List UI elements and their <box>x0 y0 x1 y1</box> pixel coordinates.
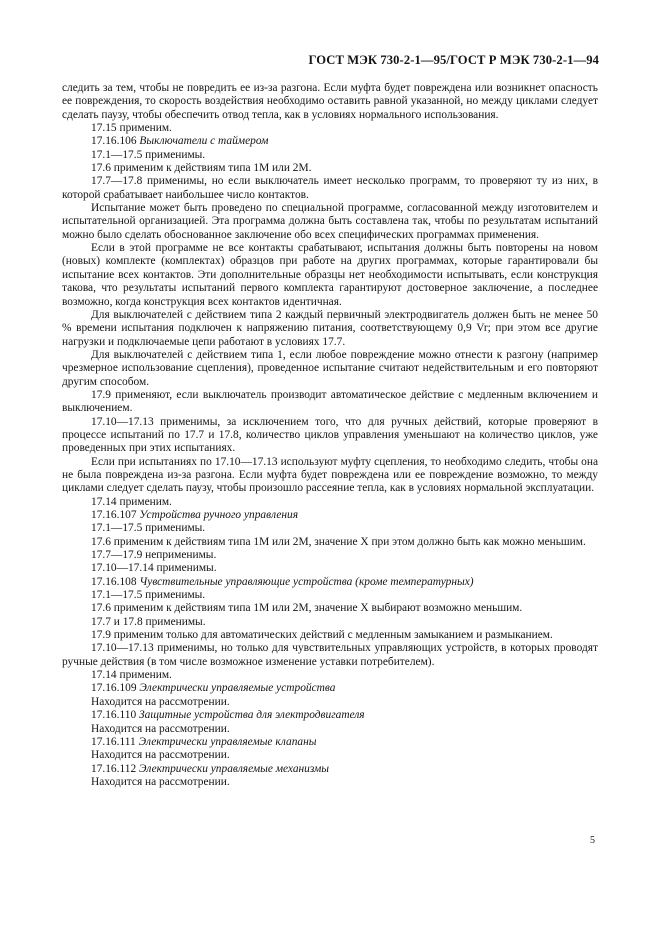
section-number: 17.16.109 <box>91 682 137 695</box>
paragraph: Испытание может быть проведено по специальной программе, согласованной между изготовителем и испытательной организацией. Эта программа должна быть составлена так, чтобы по результатам испытаний можно было сделать обоснованное заключение обо всех специфических программах применения. <box>62 202 598 241</box>
section-number: 17.16.111 <box>91 735 136 748</box>
paragraph: 17.10—17.13 применимы, но только для чувствительных управляющих устройств, в которых проводят ручные действия (в том числе возможное изменение уставки потребителем). <box>62 642 598 668</box>
section-title: Электрически управляемые механизмы <box>139 762 330 775</box>
paragraph: 17.7—17.9 неприменимы. <box>91 549 217 562</box>
section-heading <box>62 682 598 695</box>
section-title: Защитные устройства для электродвигателя <box>139 709 365 722</box>
paragraph: Если при испытаниях по 17.10—17.13 используют муфту сцепления, то необходимо следить, чтобы она не была повреждена из-за разгона. Если муфта будет повреждена или ее повреждение возможно, то между циклами следует сделать паузу, чтобы произошло рассеяние тепла, как в условиях нормальной эксплуатации. <box>62 455 598 495</box>
paragraph: 17.6 применим к действиям типа 1М или 2М, значение X при этом должно быть как можно меньшим. <box>91 535 586 548</box>
paragraph: 17.15 применим. <box>91 122 172 135</box>
page-header: ГОСТ МЭК 730-2-1—95/ГОСТ Р МЭК 730-2-1—94 <box>308 53 599 67</box>
paragraph: 17.1—17.5 применимы. <box>91 148 206 161</box>
section-title: Чувствительные управляющие устройства (кроме температурных) <box>139 575 474 588</box>
paragraph: Для выключателей с действием типа 2 каждый первичный электродвигатель должен быть не менее 50 % времени испытания подключен к напряжению питания, соответствующему 0,9 Vr; при этом все другие нагрузки и подключаемые цепи работают в условиях 17.7. <box>62 308 598 348</box>
section-heading <box>62 763 598 776</box>
section-heading <box>62 509 598 522</box>
section-number: 17.16.107 <box>91 509 137 521</box>
paragraph: 17.6 применим к действиям типа 1М или 2М, значение X выбирают возможно меньшим. <box>91 602 523 615</box>
section-title: Выключатели с таймером <box>139 135 269 148</box>
paragraph: 17.10—17.14 применимы. <box>91 562 217 575</box>
section-title: Электрически управляемые клапаны <box>138 735 317 748</box>
paragraph: 17.1—17.5 применимы. <box>91 589 206 602</box>
paragraph: 17.9 применяют, если выключатель производит автоматическое действие с медленным включением и выключением. <box>62 388 598 415</box>
paragraph: Находится на рассмотрении. <box>91 722 230 735</box>
paragraph: 17.7—17.8 применимы, но если выключатель имеет несколько программ, то проверяют ту из них, в которой срабатывает наибольшее число контактов. <box>62 175 598 201</box>
paragraph: следить за тем, чтобы не повредить ее из-за разгона. Если муфта будет повреждена или возникнет опасность ее повреждения, то скорость воздействия необходимо оставить равной указанной, но между циклами следует сделать паузу, чтобы обеспечить отвод тепла, как в условиях нормального использования. <box>62 82 598 121</box>
paragraph: 17.7 и 17.8 применимы. <box>91 615 206 628</box>
paragraph: Если в этой программе не все контакты срабатывают, испытания должны быть повторены на новом (новых) комплекте (комплектах) образцов при работе на других программах, которые гарантировали бы испытание всех контактов. Эти дополнительные образцы нет необходимости испытывать, если конструкция такова, что результаты испытаний первого комплекта гарантируют достоверное заключение, а последнее возможно, когда конструкция всех контактов идентичная. <box>62 242 598 308</box>
paragraph: Находится на рассмотрении. <box>91 749 230 762</box>
paragraph: 17.9 применим только для автоматических действий с медленным замыканием и размыканием. <box>91 629 553 642</box>
section-heading <box>62 135 598 148</box>
paragraph: 17.1—17.5 применимы. <box>91 522 206 535</box>
paragraph: Находится на рассмотрении. <box>91 695 230 708</box>
page-number: 5 <box>590 835 595 846</box>
section-heading <box>62 709 598 722</box>
section-number: 17.16.112 <box>91 762 137 775</box>
section-number: 17.16.110 <box>91 709 137 722</box>
page-body <box>62 82 598 789</box>
paragraph: 17.10—17.13 применимы, за исключением того, что для ручных действий, которые проверяют в процессе испытаний по 17.7 и 17.8, количество циклов управления уменьшают на количество циклов, уже проведенных при этих испытаниях. <box>62 415 598 455</box>
section-number: 17.16.108 <box>91 575 137 588</box>
section-title: Устройства ручного управления <box>139 509 299 521</box>
paragraph: 17.14 применим. <box>91 495 172 508</box>
section-heading <box>62 736 598 749</box>
section-heading <box>62 576 598 589</box>
paragraph: 17.6 применим к действиям типа 1М или 2М. <box>91 162 312 175</box>
section-title: Электрически управляемые устройства <box>139 682 336 695</box>
paragraph: Для выключателей с действием типа 1, если любое повреждение можно отнести к разгону (например чрезмерное использование сцепления), проведенное испытание считают недействительным и его повторяют другим способом. <box>62 348 598 388</box>
paragraph: Находится на рассмотрении. <box>91 775 230 788</box>
paragraph: 17.14 применим. <box>91 669 172 682</box>
section-number: 17.16.106 <box>91 135 137 148</box>
